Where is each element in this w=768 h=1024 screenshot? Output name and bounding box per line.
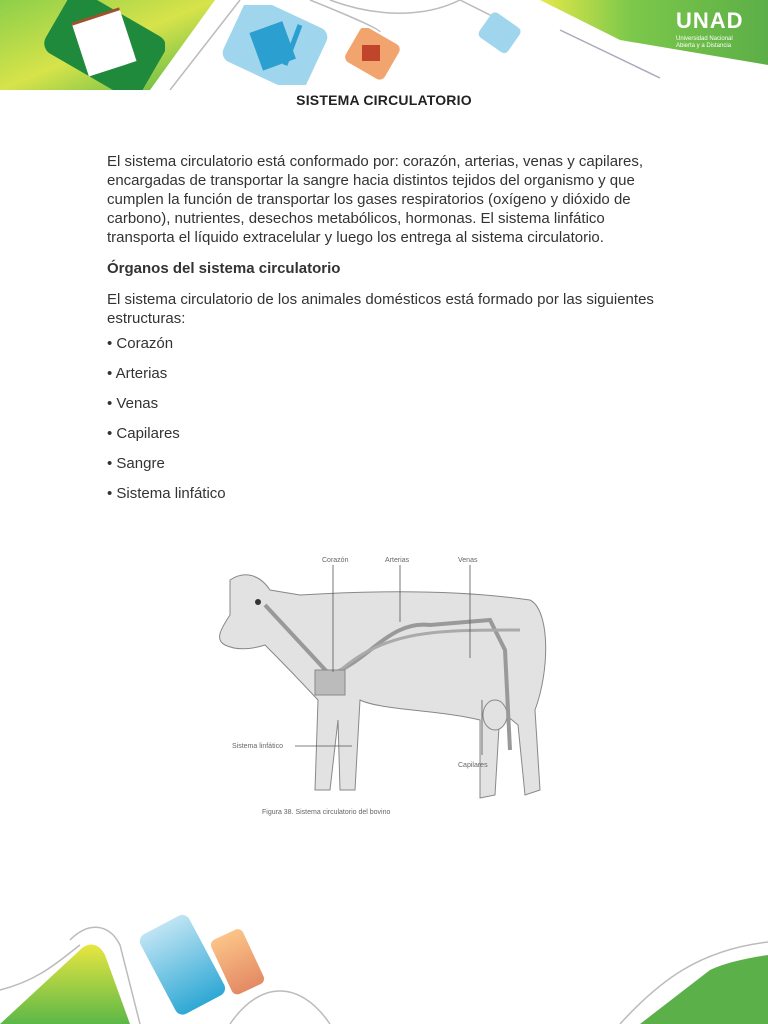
blue-tile-icon — [470, 10, 530, 60]
list-item: • Sangre — [107, 455, 165, 472]
label-heart: Corazón — [322, 557, 349, 564]
cow-circulatory-figure — [200, 550, 560, 820]
clipboard-icon — [210, 5, 340, 85]
intro-paragraph: El sistema circulatorio está conformado por: corazón, arterias, venas y capilares, encargadas de transportar la sangre hacia distintos tejidos del organismo y que cumplen la función de transportar los gases respiratorios (oxígeno y dióxido de carbono), nutrientes, desechos metabólicos, hormonas. El sistema linfático transporta el líquido extracelular y luego los entrega al sistema circulatorio. — [107, 153, 644, 246]
list-item: • Venas — [107, 395, 159, 412]
label-veins: Venas — [458, 557, 478, 564]
list-item: • Corazón — [107, 335, 174, 352]
footer-banner — [0, 900, 768, 1024]
section-paragraph: El sistema circulatorio de los animales domésticos está formado por las siguientes estructuras: — [107, 291, 654, 327]
label-capillaries: Capilares — [458, 762, 488, 769]
book-icon — [335, 28, 410, 83]
figure-caption: Figura 38. Sistema circulatorio del bovino — [262, 809, 391, 816]
list-item: • Arterias — [107, 365, 168, 382]
unad-logo-subtitle — [676, 36, 733, 50]
label-arteries: Arterias — [385, 557, 410, 564]
logo-subtitle-2: Abierta y a Distancia — [676, 43, 732, 49]
section-heading: Órganos del sistema circulatorio — [107, 260, 341, 277]
notepad-icon — [35, 0, 165, 90]
page-title: SISTEMA CIRCULATORIO — [296, 92, 472, 108]
unad-logo: UNAD — [676, 8, 744, 33]
label-lymphatic: Sistema linfático — [232, 743, 283, 750]
list-item: • Sistema linfático — [107, 485, 226, 502]
logo-subtitle-1: Universidad Nacional — [676, 36, 733, 42]
list-item: • Capilares — [107, 425, 180, 442]
